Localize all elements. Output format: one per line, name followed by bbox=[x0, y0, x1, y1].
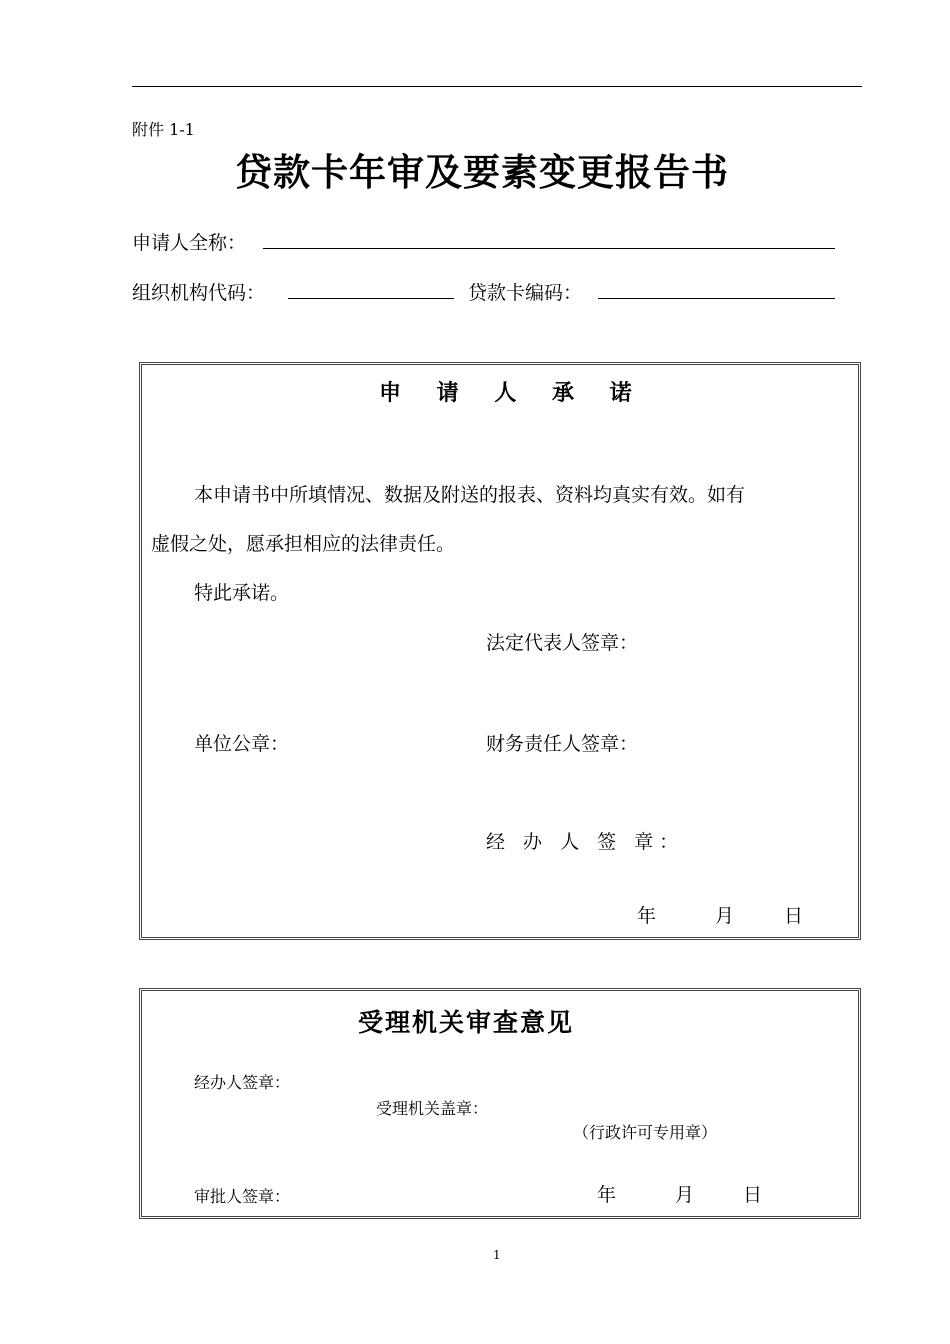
approver-sign-label: 审批人签章： bbox=[194, 1187, 291, 1206]
review-title: 受理机关审查意见 bbox=[358, 1008, 575, 1037]
commitment-date-year: 年 bbox=[637, 905, 657, 927]
review-date-day: 日 bbox=[743, 1184, 763, 1206]
seal-note: （行政许可专用章） bbox=[573, 1123, 718, 1142]
review-handler-sign-label: 经办人签章： bbox=[194, 1073, 291, 1092]
org-code-field[interactable] bbox=[288, 298, 454, 299]
commitment-paragraph-line2: 虚假之处，愿承担相应的法律责任。 bbox=[151, 533, 456, 555]
commitment-closing: 特此承诺。 bbox=[194, 582, 290, 604]
loan-card-code-field[interactable] bbox=[598, 298, 835, 299]
applicant-name-field[interactable] bbox=[263, 248, 835, 249]
commitment-date-day: 日 bbox=[784, 905, 804, 927]
commitment-date-month: 月 bbox=[715, 905, 735, 927]
agency-seal-label: 受理机关盖章： bbox=[376, 1099, 489, 1118]
applicant-name-label: 申请人全称： bbox=[132, 232, 247, 254]
page-number: 1 bbox=[493, 1248, 501, 1262]
document-title: 贷款卡年审及要素变更报告书 bbox=[235, 151, 729, 194]
commitment-title: 申 请 人 承 诺 bbox=[379, 381, 646, 406]
unit-seal-label: 单位公章： bbox=[194, 733, 290, 755]
commitment-paragraph-line1: 本申请书中所填情况、数据及附送的报表、资料均真实有效。如有 bbox=[194, 484, 746, 506]
org-code-label: 组织机构代码： bbox=[132, 282, 266, 304]
attachment-label: 附件 1-1 bbox=[132, 120, 195, 139]
handler-sign-label: 经 办 人 签 章： bbox=[486, 831, 685, 853]
loan-card-code-label: 贷款卡编码： bbox=[468, 282, 583, 304]
finance-sign-label: 财务责任人签章： bbox=[486, 733, 639, 755]
header-rule bbox=[132, 86, 862, 87]
legal-rep-sign-label: 法定代表人签章： bbox=[486, 632, 639, 654]
review-date-year: 年 bbox=[597, 1184, 617, 1206]
review-date-month: 月 bbox=[675, 1184, 695, 1206]
